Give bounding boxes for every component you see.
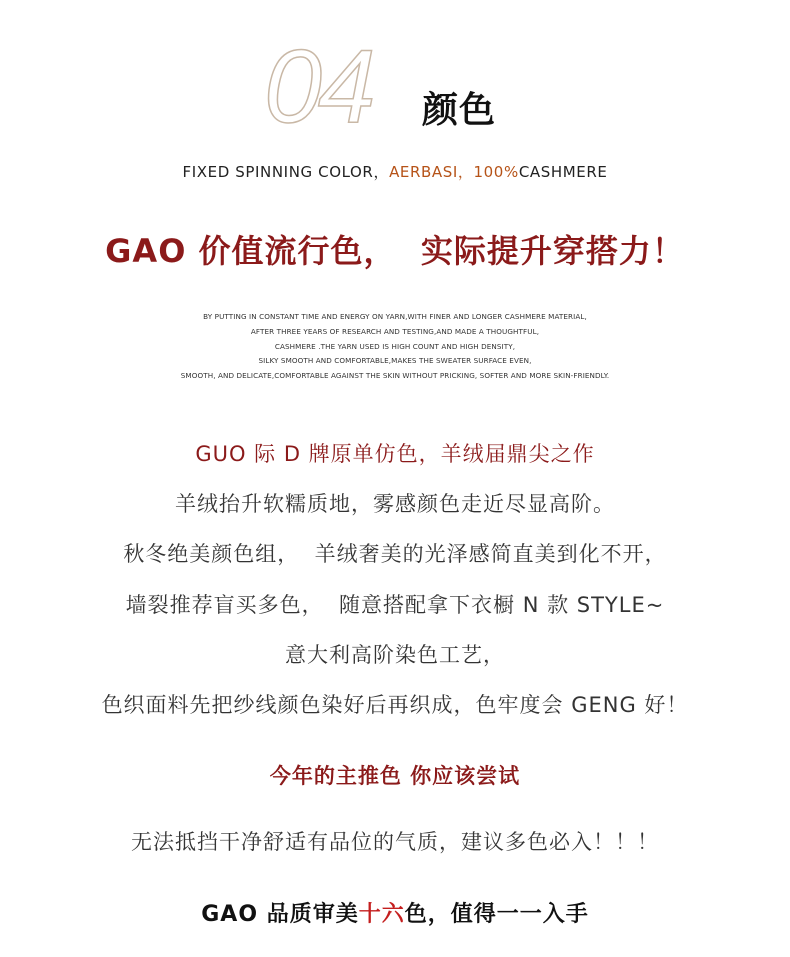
body-line: 色织面料先把纱线颜色染好后再织成，色牢度会 GENG 好！ (101, 693, 689, 717)
section-title: 颜色 (422, 90, 497, 131)
description-line: SMOOTH, AND DELICATE,COMFORTABLE AGAINST THE SKIN WITHOUT PRICKING, SOFTER AND MORE SKIN-FRIENDLY. (180, 371, 610, 381)
recommend-text: 无法抵挡干净舒适有品位的气质，建议多色必入！！！ (131, 830, 659, 854)
subtitle-part3: CASHMERE (518, 163, 608, 181)
headline: GAO 价值流行色， 实际提升穿搭力！ (105, 232, 685, 270)
english-description (0, 310, 790, 384)
body-line: 墙裂推荐盲买多色， 随意搭配拿下衣橱 N 款 STYLE~ (125, 593, 665, 617)
body-line-brand: GUO 际 D 牌原单仿色，羊绒届鼎尖之作 (195, 442, 595, 466)
final-part1: GAO 品质审美 (201, 902, 359, 927)
description-line: BY PUTTING IN CONSTANT TIME AND ENERGY ON YARN,WITH FINER AND LONGER CASHMERE MATERIAL, (203, 312, 587, 321)
body-line: 秋冬绝美颜色组， 羊绒奢美的光泽感简直美到化不开， (123, 542, 667, 566)
description-line: CASHMERE .THE YARN USED IS HIGH COUNT AND HIGH DENSITY, (274, 341, 516, 351)
subtitle-brand: AERBASI，100% (389, 163, 519, 181)
subtitle-part1: FIXED SPINNING COLOR， (182, 163, 390, 181)
body-line: 羊绒抬升软糯质地，雾感颜色走近尽显高阶。 (175, 492, 615, 516)
subtitle-line (0, 161, 790, 182)
description-line: AFTER THREE YEARS OF RESEARCH AND TESTING,AND MADE A THOUGHTFUL, (250, 326, 540, 336)
section-number-outline (262, 36, 402, 130)
body-line: 意大利高阶染色工艺， (285, 643, 505, 667)
final-part2: 色，值得一一入手 (404, 902, 589, 927)
final-line (0, 897, 790, 928)
recommend-heading: 今年的主推色 你应该尝试 (269, 764, 521, 788)
section-number: 04 (264, 36, 372, 130)
description-line: SILKY SMOOTH AND COMFORTABLE,MAKES THE SWEATER SURFACE EVEN, (258, 356, 532, 366)
final-highlight: 十六 (358, 902, 405, 927)
